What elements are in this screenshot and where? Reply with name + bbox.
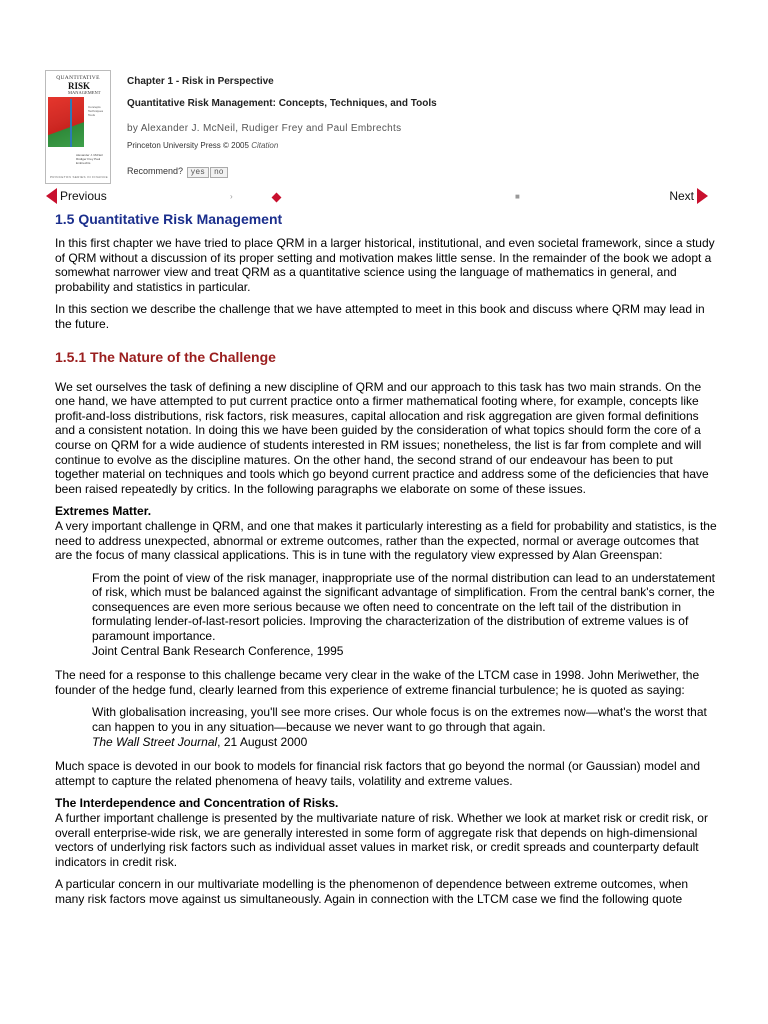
extremes-heading: Extremes Matter. (55, 504, 152, 519)
wsj-date: , 21 August 2000 (217, 734, 308, 749)
cover-artwork (48, 97, 84, 147)
greenspan-quote-text: From the point of view of the risk manager, inappropriate use of the normal distribution can lead to an understatement of risk, which must be balanced against the significant advantage of simplification. From the central bank's corner, the consequences are even more serious because we often need to concentrate on the left tail of the distribution in formulating lender-of-last-resort policies. Improving the characterization of the distribution of extreme values is of paramount importance. (92, 570, 716, 644)
meriwether-quote-text: With globalisation increasing, you'll see more crises. Our whole focus is on the extremes now—what's the worst that can happen to you in any situation—because we never want to go through that again. (92, 705, 707, 735)
cover-art-stripe (70, 99, 72, 147)
section-title: 1.5 Quantitative Risk Management (55, 211, 283, 227)
publisher-line (127, 141, 278, 150)
book-title: Quantitative Risk Management: Concepts, Techniques, and Tools (127, 98, 437, 109)
subsection-title: 1.5.1 The Nature of the Challenge (55, 348, 276, 365)
chevron-right-icon: › (230, 192, 233, 201)
cover-management-text: MANAGEMENT (68, 90, 101, 95)
citation-link[interactable]: Citation (251, 141, 279, 150)
diamond-icon[interactable] (272, 193, 282, 203)
concern-paragraph: A particular concern in our multivariate modelling is the phenomenon of dependence between extreme outcomes, when many risk factors move against us simultaneously. Again in connection with the LTCM case we find the following quote (55, 877, 689, 906)
next-label: Next (669, 189, 694, 203)
greenspan-quote (92, 571, 717, 659)
page-navigation (0, 188, 768, 210)
interdependence-heading: The Interdependence and Concentration of Risks. (55, 796, 339, 811)
interdependence-block (55, 796, 717, 869)
square-icon: ■ (515, 192, 520, 201)
ltcm-paragraph: The need for a response to this challenge became very clear in the wake of the LTCM case in 1998. John Meriwether, the founder of the hedge fund, clearly learned from this experience of extreme financial turbulence; he is quoted as saying: (55, 668, 700, 697)
cover-title-text: QUANTITATIVE (56, 75, 100, 81)
cover-subtitle: Concepts Techniques Tools (88, 105, 104, 117)
extremes-paragraph: A very important challenge in QRM, and one that makes it particularly interesting as a field for probability and statistics, is the need to address unexpected, abnormal or extreme outcomes, rather than the expected, normal or average outcomes that are the focus of many classical applications. This is in tune with the regulatory view expressed by Alan Greenspan: (55, 518, 717, 563)
arrow-left-icon (46, 188, 57, 204)
cover-publisher: PRINCETON SERIES IN FINANCE (50, 175, 109, 179)
arrow-right-icon (697, 188, 708, 204)
previous-button[interactable] (46, 188, 107, 204)
author-byline: by Alexander J. McNeil, Rudiger Frey and Paul Embrechts (127, 123, 402, 134)
recommend-label: Recommend? (127, 166, 184, 176)
publisher-text: Princeton University Press © 2005 (127, 141, 249, 150)
extremes-block (55, 504, 717, 562)
intro-paragraph-2: In this section we describe the challenge that we have attempted to meet in this book and discuss where QRM may lead in the future. (55, 302, 705, 331)
cover-authors: Alexander J. McNeil Rüdiger Frey Paul Embrechts (76, 153, 103, 165)
recommend-no-button[interactable]: no (210, 167, 228, 178)
previous-label: Previous (60, 189, 107, 203)
challenge-paragraph: We set ourselves the task of defining a new discipline of QRM and our approach to this task has two main strands. On the one hand, we have attempted to put current practice onto a firmer mathematical footing where, for example, concepts like profit-and-loss distributions, risk factors, risk measures, capital allocation and risk aggregation are given formal definitions and a consistent notation. In doing this we have been guided by the consideration of what topics should form the core of a course on QRM for a wide audience of students interested in RM issues; nonetheless, the list is far from complete and will continue to evolve as the discipline matures. On the other hand, the second strand of our endeavour has been to put together material on techniques and tools which go beyond current practice and address some of the deficiencies that have been raised repeatedly by critics. In the following paragraphs we elaborate on some of these issues. (55, 379, 709, 496)
recommend-row (127, 166, 228, 178)
wsj-title: The Wall Street Journal (92, 734, 218, 749)
recommend-yes-button[interactable]: yes (187, 167, 209, 178)
meriwether-quote (92, 705, 717, 749)
cover-risk-text: RISK (68, 81, 91, 91)
meriwether-quote-source (92, 735, 717, 750)
interdependence-paragraph: A further important challenge is presented by the multivariate nature of risk. Whether we look at market risk or credit risk, or overall enterprise-wide risk, we are generally interested in some form of aggregate risk that depends on high-dimensional vectors of underlying risk factors such as individual asset values in market risk, or credit spreads and counterparty default indicators in credit risk. (55, 811, 708, 869)
chapter-title: Chapter 1 - Risk in Perspective (127, 76, 274, 87)
next-button[interactable] (669, 188, 708, 204)
article-body (55, 210, 717, 915)
greenspan-quote-source: Joint Central Bank Research Conference, 1995 (92, 643, 344, 658)
book-cover-image[interactable] (45, 70, 111, 184)
intro-paragraph-1: In this first chapter we have tried to place QRM in a larger historical, institutional, and even societal framework, since a study of QRM without a discussion of its proper setting and motivation makes little sense. In the remainder of the book we adopt a somewhat narrower view and treat QRM as a quantitative science using the language of mathematics in general, and probability and statistics in particular. (55, 236, 715, 294)
models-paragraph: Much space is devoted in our book to models for financial risk factors that go beyond the normal (or Gaussian) model and attempt to capture the related phenomena of heavy tails, volatility and extreme values. (55, 759, 701, 788)
